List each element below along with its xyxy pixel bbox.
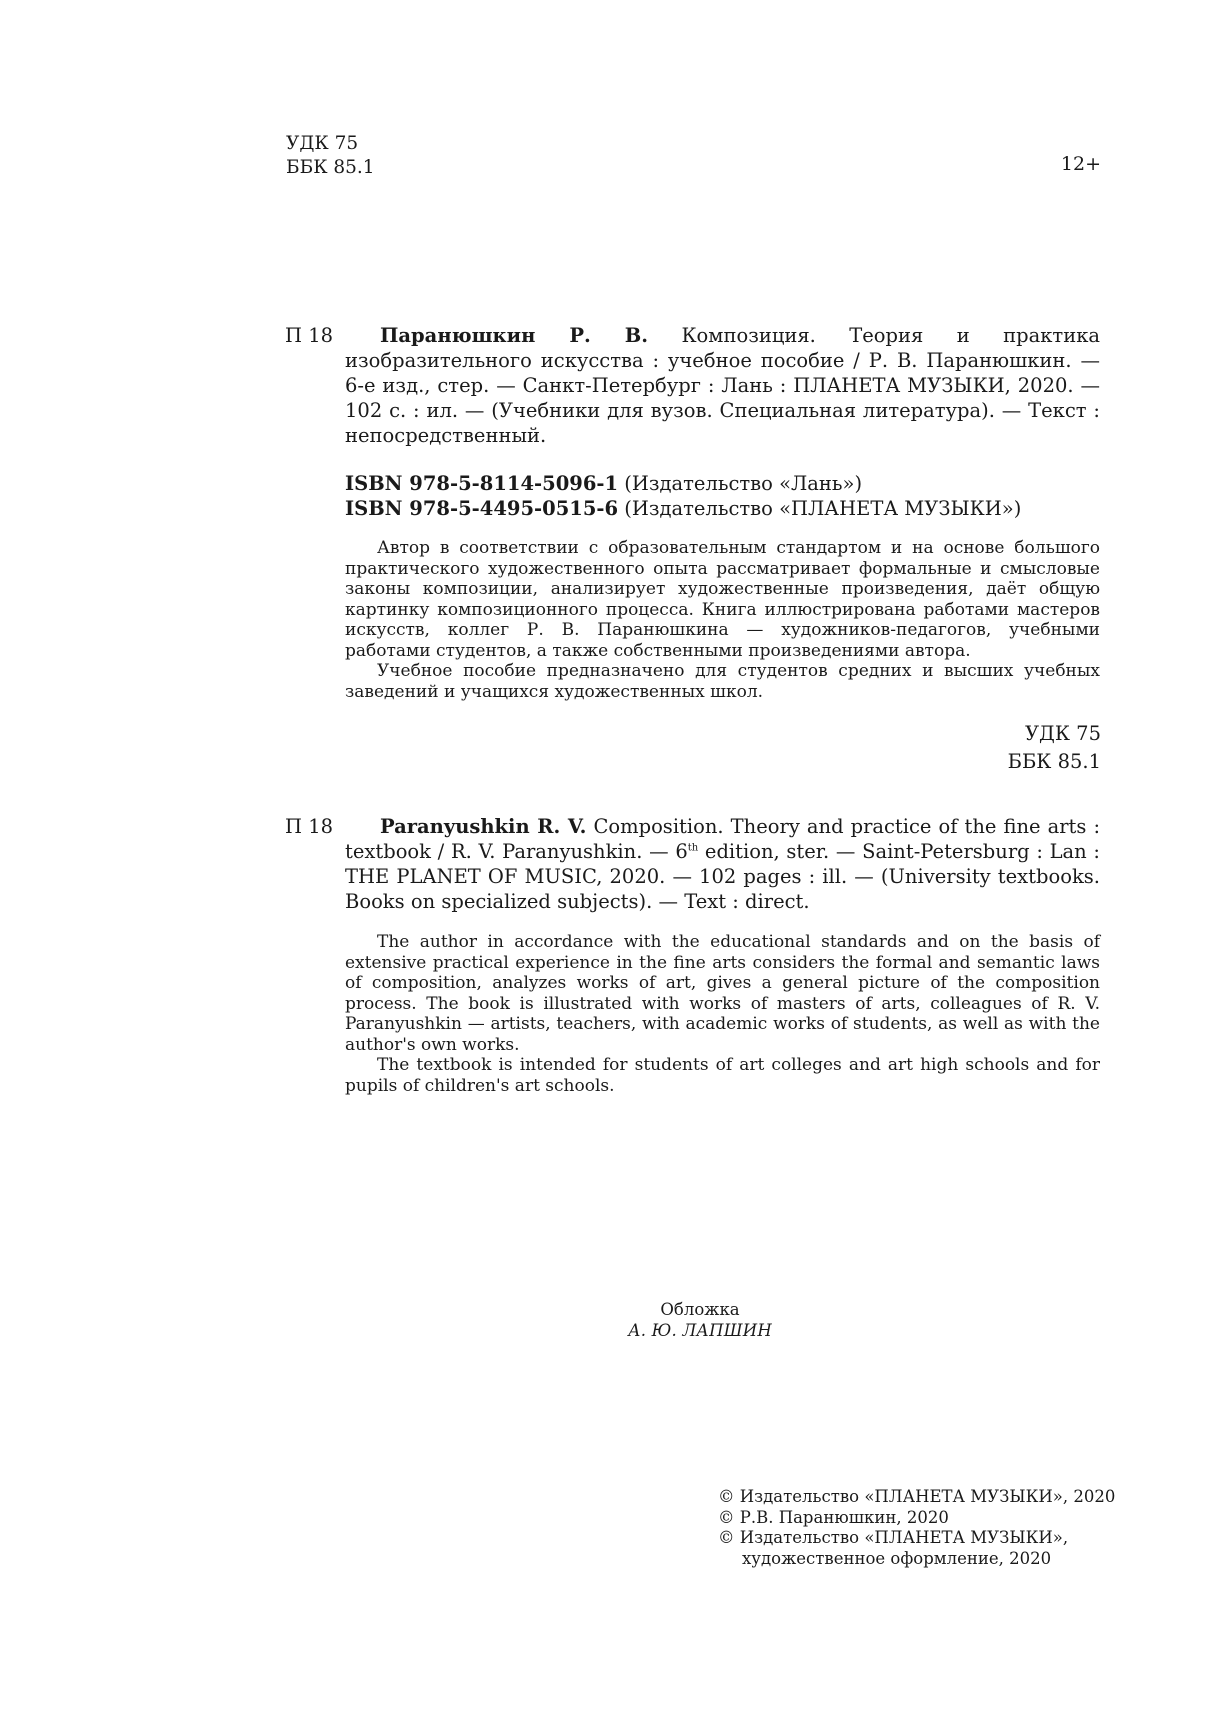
bibliographic-entry-ru [345,323,1100,448]
cover-label: Обложка [660,1300,740,1319]
abstract-en-paragraph: The author in accordance with the educational standards and on the basis of extensive practical experience in the fine arts considers the formal and semantic laws of composition, analyzes works of art, gives a general picture of the composition process. The book is illustrated with works of masters of arts, colleagues of R. V. Paranyushkin — artists, teachers, with academic works of students, as well as with the author's own works. [345,932,1100,1055]
copyright-line: © Издательство «ПЛАНЕТА МУЗЫКИ», 2020 [718,1487,1116,1506]
isbn-publisher: (Издательство «ПЛАНЕТА МУЗЫКИ») [624,497,1022,520]
author-name-ru: Паранюшкин Р. В. [380,324,649,347]
entry-text-ru: искусства : учебное пособие / Р. В. Паранюшкин. — 6-е изд., стер. — Санкт-Петербург : Лань : ПЛАНЕТА МУЗЫКИ, 2020. — 102 с. : ил. — (Учебники для вузов. Специальная литература). — Текст : непосредственный. [345,349,1100,447]
entry-text-en-cont: edition, ster. — Saint-Petersburg : Lan : THE PLANET OF MUSIC, 2020. — 102 pages : ill. — (University textbooks. Books on specialized subjects). — Text : direct. [345,840,1100,913]
author-sign-en: П 18 [285,815,334,838]
bottom-classification [1008,720,1101,776]
cover-credit [0,1299,1211,1341]
isbn-row [345,471,1021,496]
abstract-en [345,932,1100,1096]
bbk-code: ББК 85.1 [286,157,375,178]
abstract-ru [345,538,1100,702]
copyright-block [718,1487,1115,1569]
cover-artist: А. Ю. ЛАПШИН [628,1321,772,1340]
copyright-line: © Р.В. Паранюшкин, 2020 [718,1507,949,1527]
author-sign-ru: П 18 [285,324,334,347]
edition-superscript: th [687,842,699,854]
udk-code: УДК 75 [286,133,359,154]
isbn-publisher: (Издательство «Лань») [624,472,863,495]
abstract-en-paragraph: The textbook is intended for students of art colleges and art high schools and for pupils of children's art schools. [345,1055,1100,1096]
abstract-ru-paragraph: Автор в соответствии с образовательным стандартом и на основе большого практического художественного опыта рассматривает формальные и смысловые законы композиции, анализирует художественные произведения, даёт общую картинку композиционного процесса. Книга иллюстрирована работами мастеров искусств, коллег Р. В. Паранюшкина — художников-педагогов, учебными работами студентов, а также собственными произведениями автора. [345,538,1100,661]
copyright-line: художественное оформление, 2020 [742,1548,1052,1568]
isbn-number: ISBN 978-5-8114-5096-1 [345,472,619,495]
copyright-line: © Издательство «ПЛАНЕТА МУЗЫКИ», [718,1528,1069,1547]
author-name-en: Paranyushkin R. V. [380,815,587,838]
isbn-row [345,496,1021,521]
entry-text-ru-line1: Композиция. Теория и практика изобразительного [345,324,1101,372]
entry-text-en: Composition. Theory and practice of the fine arts : textbook / R. V. Paranyushkin. — 6 [345,815,1101,863]
abstract-ru-paragraph: Учебное пособие предназначено для студентов средних и высших учебных заведений и учащихся художественных школ. [345,661,1100,702]
bbk-code: ББК 85.1 [1007,750,1101,773]
top-classification [286,132,375,180]
bibliographic-entry-en [345,814,1100,914]
isbn-list [345,471,1021,521]
udk-code: УДК 75 [1024,722,1101,745]
age-rating: 12+ [1060,153,1101,175]
isbn-number: ISBN 978-5-4495-0515-6 [345,497,619,520]
